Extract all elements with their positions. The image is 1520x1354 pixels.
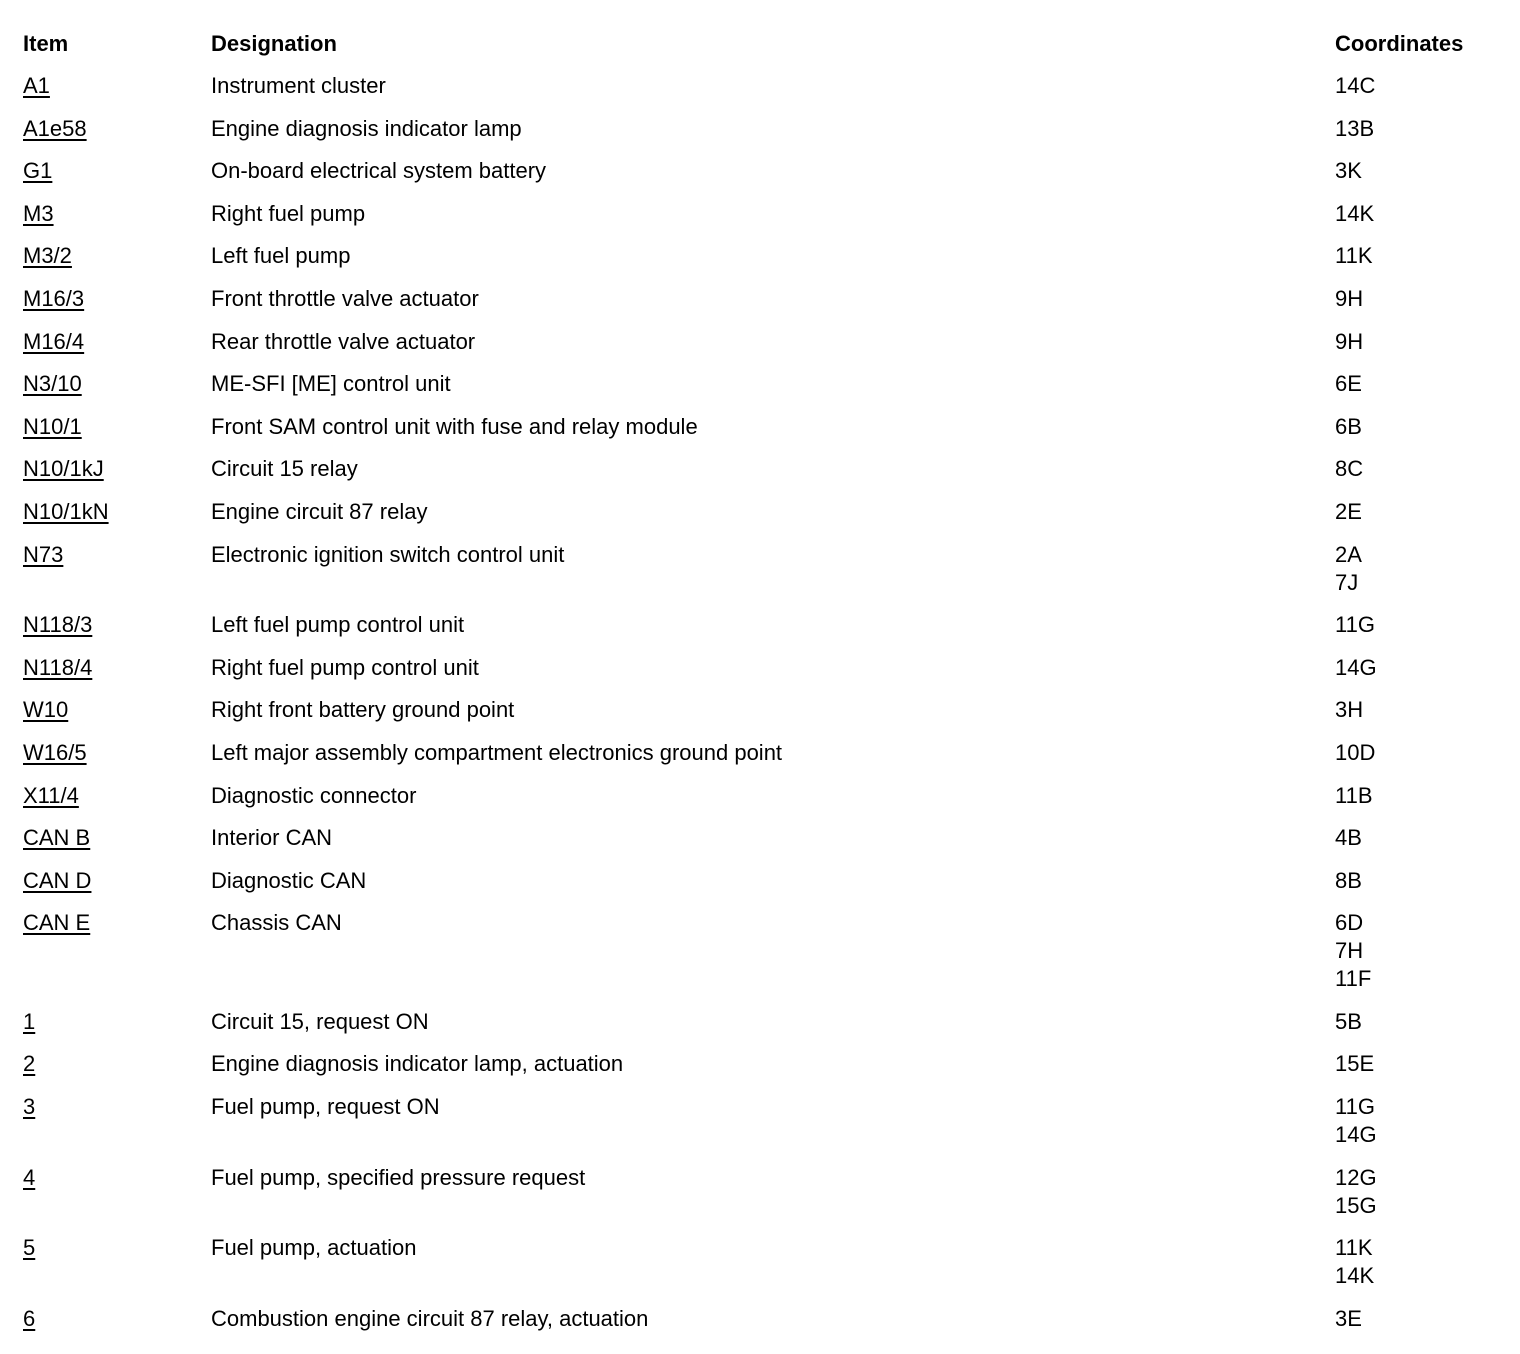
coordinate-value: 11G: [1335, 612, 1375, 638]
table-body: [23, 72, 1503, 1347]
item-link[interactable]: N10/1kN: [23, 498, 109, 524]
coordinate-value: 6D: [1335, 910, 1364, 936]
coordinate-value: 3E: [1335, 1305, 1362, 1331]
coordinates-cell: [1335, 413, 1503, 441]
coordinates-cell: [1335, 72, 1503, 100]
coordinate-value: 15G: [1335, 1192, 1377, 1218]
designation-cell: ME-SFI [ME] control unit: [211, 371, 451, 397]
item-link[interactable]: X11/4: [23, 782, 79, 808]
item-link[interactable]: A1e58: [23, 115, 87, 141]
item-link[interactable]: 6: [23, 1305, 36, 1331]
table-row: [23, 200, 1503, 243]
item-link[interactable]: W16/5: [23, 739, 87, 765]
item-cell: [23, 200, 211, 228]
item-link[interactable]: N118/3: [23, 612, 93, 638]
item-link[interactable]: 4: [23, 1164, 36, 1190]
coordinate-value: 11F: [1335, 966, 1372, 992]
coordinate-value: 9H: [1335, 285, 1364, 311]
item-cell: [23, 909, 211, 937]
designation-cell: Front SAM control unit with fuse and relay module: [211, 413, 698, 439]
item-link[interactable]: 3: [23, 1094, 36, 1120]
item-link[interactable]: N3/10: [23, 371, 82, 397]
table-row: [23, 115, 1503, 158]
designation-cell: Circuit 15, request ON: [211, 1008, 429, 1034]
item-cell: [23, 285, 211, 313]
designation-cell: Engine circuit 87 relay: [211, 498, 428, 524]
table-header: [23, 30, 1503, 72]
designation-cell: Diagnostic connector: [211, 782, 417, 808]
item-cell: [23, 1050, 211, 1078]
coordinates-cell: [1335, 1008, 1503, 1036]
item-cell: [23, 370, 211, 398]
coordinate-value: 15E: [1335, 1051, 1375, 1077]
designation-cell: Left fuel pump: [211, 243, 351, 269]
table-row: [23, 541, 1503, 612]
coordinate-value: 6B: [1335, 413, 1362, 439]
table-row: [23, 1050, 1503, 1093]
coordinates-cell: [1335, 1234, 1503, 1290]
item-link[interactable]: M3/2: [23, 243, 72, 269]
coordinate-value: 8B: [1335, 867, 1362, 893]
item-cell: [23, 824, 211, 852]
coordinate-value: 13B: [1335, 115, 1375, 141]
designation-cell: Electronic ignition switch control unit: [211, 541, 565, 567]
item-cell: [23, 498, 211, 526]
item-cell: [23, 739, 211, 767]
item-link[interactable]: 2: [23, 1051, 36, 1077]
coordinate-value: 11K: [1335, 1235, 1373, 1261]
coordinates-cell: [1335, 782, 1503, 810]
coordinates-cell: [1335, 739, 1503, 767]
table-row: [23, 1305, 1503, 1348]
item-link[interactable]: 1: [23, 1008, 36, 1034]
table-row: [23, 1164, 1503, 1235]
coordinates-cell: [1335, 455, 1503, 483]
designation-cell: Engine diagnosis indicator lamp, actuation: [211, 1051, 624, 1077]
coordinates-cell: [1335, 328, 1503, 356]
designation-cell: Right fuel pump control unit: [211, 654, 479, 680]
designation-cell: Left major assembly compartment electronics ground point: [211, 739, 783, 765]
table-row: [23, 285, 1503, 328]
designation-cell: Left fuel pump control unit: [211, 612, 465, 638]
coordinate-value: 3H: [1335, 697, 1364, 723]
legend-table: [23, 30, 1503, 1347]
item-link[interactable]: G1: [23, 158, 53, 184]
designation-cell: Circuit 15 relay: [211, 456, 358, 482]
coordinates-cell: [1335, 242, 1503, 270]
item-cell: [23, 782, 211, 810]
table-row: [23, 498, 1503, 541]
coordinates-cell: [1335, 1050, 1503, 1078]
table-row: [23, 328, 1503, 371]
coordinate-value: 11G: [1335, 1094, 1375, 1120]
coordinate-value: 11K: [1335, 243, 1373, 269]
coordinates-cell: [1335, 611, 1503, 639]
designation-cell: Right front battery ground point: [211, 697, 515, 723]
coordinate-value: 9H: [1335, 328, 1364, 354]
designation-cell: Right fuel pump: [211, 200, 366, 226]
coordinates-cell: [1335, 1164, 1503, 1220]
table-row: [23, 370, 1503, 413]
item-link[interactable]: W10: [23, 697, 69, 723]
item-cell: [23, 1164, 211, 1192]
coordinate-value: 10D: [1335, 739, 1376, 765]
item-cell: [23, 413, 211, 441]
item-cell: [23, 867, 211, 895]
table-row: [23, 739, 1503, 782]
coordinates-cell: [1335, 1305, 1503, 1333]
coordinate-value: 4B: [1335, 825, 1362, 851]
designation-cell: Fuel pump, specified pressure request: [211, 1164, 586, 1190]
coordinates-cell: [1335, 285, 1503, 313]
item-link[interactable]: N73: [23, 541, 64, 567]
coordinates-cell: [1335, 200, 1503, 228]
coordinate-value: 3K: [1335, 158, 1362, 184]
designation-cell: Fuel pump, actuation: [211, 1235, 417, 1261]
table-row: [23, 824, 1503, 867]
table-row: [23, 1234, 1503, 1305]
table-row: [23, 455, 1503, 498]
coordinate-value: 7J: [1335, 569, 1359, 595]
item-cell: [23, 1093, 211, 1121]
item-link[interactable]: A1: [23, 73, 50, 98]
item-link[interactable]: CAN D: [23, 867, 92, 893]
item-cell: [23, 115, 211, 143]
table-row: [23, 696, 1503, 739]
header-coordinates: Coordinates: [1335, 31, 1464, 56]
coordinate-value: 12G: [1335, 1164, 1377, 1190]
item-cell: [23, 654, 211, 682]
table-row: [23, 1093, 1503, 1164]
coordinate-value: 2A: [1335, 541, 1362, 567]
coordinate-value: 8C: [1335, 456, 1364, 482]
item-cell: [23, 1234, 211, 1262]
coordinate-value: 14C: [1335, 73, 1376, 98]
item-cell: [23, 72, 211, 100]
coordinate-value: 11B: [1335, 782, 1373, 808]
coordinates-cell: [1335, 654, 1503, 682]
coordinate-value: 6E: [1335, 371, 1362, 397]
designation-cell: Interior CAN: [211, 825, 333, 851]
coordinates-cell: [1335, 370, 1503, 398]
table-row: [23, 242, 1503, 285]
table-row: [23, 1008, 1503, 1051]
item-link[interactable]: N10/1: [23, 413, 82, 439]
coordinates-cell: [1335, 498, 1503, 526]
item-link[interactable]: N10/1kJ: [23, 456, 104, 482]
designation-cell: Fuel pump, request ON: [211, 1094, 440, 1120]
item-link[interactable]: CAN B: [23, 825, 91, 851]
item-cell: [23, 455, 211, 483]
designation-cell: On-board electrical system battery: [211, 158, 547, 184]
item-link[interactable]: M16/4: [23, 328, 85, 354]
coordinate-value: 14G: [1335, 1122, 1377, 1148]
designation-cell: Rear throttle valve actuator: [211, 328, 476, 354]
coordinates-cell: [1335, 909, 1503, 993]
item-link[interactable]: 5: [23, 1235, 36, 1261]
item-cell: [23, 541, 211, 569]
item-cell: [23, 1305, 211, 1333]
coordinate-value: 14K: [1335, 200, 1375, 226]
designation-cell: Front throttle valve actuator: [211, 285, 479, 311]
item-link[interactable]: N118/4: [23, 654, 93, 680]
table-row: [23, 654, 1503, 697]
designation-cell: Instrument cluster: [211, 73, 386, 98]
coordinates-cell: [1335, 867, 1503, 895]
designation-cell: Engine diagnosis indicator lamp: [211, 115, 522, 141]
table-row: [23, 611, 1503, 654]
coordinates-cell: [1335, 696, 1503, 724]
item-cell: [23, 1008, 211, 1036]
coordinate-value: 7H: [1335, 938, 1364, 964]
item-link[interactable]: M16/3: [23, 285, 85, 311]
coordinates-cell: [1335, 115, 1503, 143]
designation-cell: Diagnostic CAN: [211, 867, 367, 893]
coordinates-cell: [1335, 1093, 1503, 1149]
coordinates-cell: [1335, 824, 1503, 852]
table-row: [23, 157, 1503, 200]
coordinates-cell: [1335, 541, 1503, 597]
item-cell: [23, 242, 211, 270]
table-row: [23, 782, 1503, 825]
table-row: [23, 72, 1503, 115]
table-row: [23, 909, 1503, 1008]
item-cell: [23, 696, 211, 724]
coordinate-value: 14G: [1335, 654, 1377, 680]
table-row: [23, 413, 1503, 456]
coordinates-cell: [1335, 157, 1503, 185]
item-cell: [23, 611, 211, 639]
item-link[interactable]: M3: [23, 200, 54, 226]
coordinate-value: 2E: [1335, 498, 1362, 524]
header-designation: Designation: [211, 31, 337, 56]
coordinate-value: 5B: [1335, 1008, 1362, 1034]
item-link[interactable]: CAN E: [23, 910, 91, 936]
header-item: Item: [23, 31, 69, 56]
coordinate-value: 14K: [1335, 1263, 1375, 1289]
item-cell: [23, 328, 211, 356]
designation-cell: Chassis CAN: [211, 910, 342, 936]
item-cell: [23, 157, 211, 185]
table-row: [23, 867, 1503, 910]
designation-cell: Combustion engine circuit 87 relay, actuation: [211, 1305, 649, 1331]
